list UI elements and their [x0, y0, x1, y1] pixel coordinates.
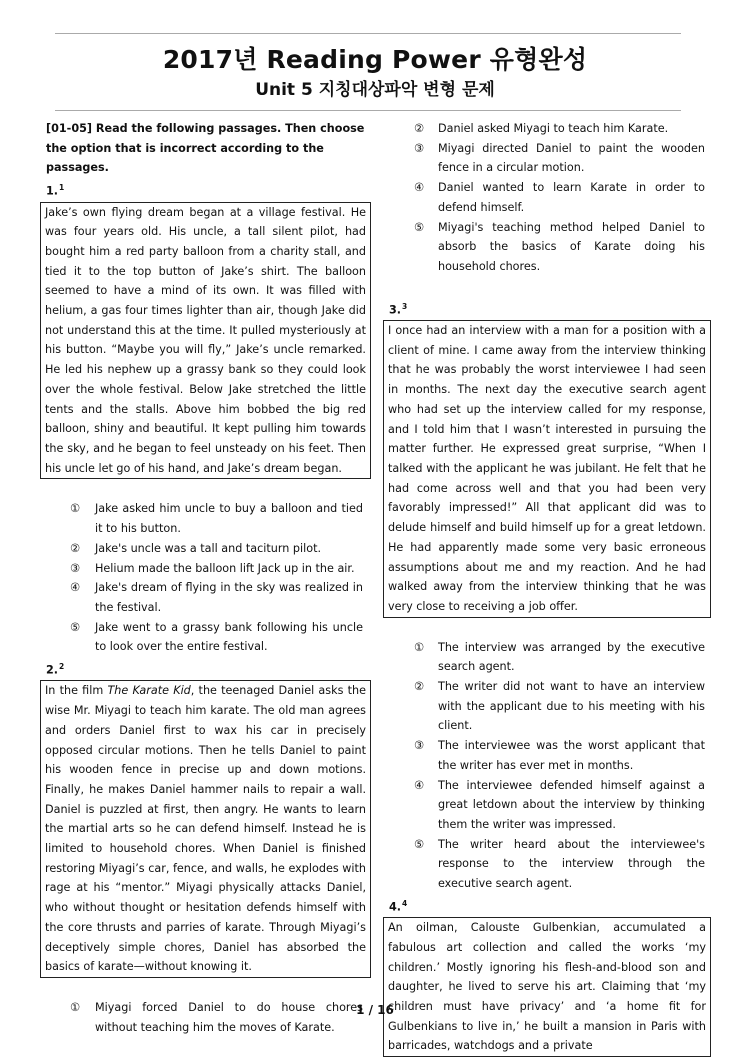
- page-title: 2017년 Reading Power 유형완성: [162, 45, 588, 74]
- top-rule: [55, 33, 681, 34]
- question-1-number: 1.$^1$: [46, 183, 65, 198]
- page-subtitle: Unit 5 지칭대상파악 변형 문제: [255, 80, 495, 100]
- question-2-option-2[interactable]: ② Daniel asked Miyagi to teach him Karate.: [414, 122, 669, 135]
- header-rule: [55, 110, 681, 111]
- page-number: 1 / 16: [356, 1003, 394, 1017]
- question-3-options: [383, 638, 711, 894]
- question-1-option-4[interactable]: ④ Jake's dream of flying in the sky was realized in the festival.: [70, 581, 363, 614]
- question-2-option-1[interactable]: ① Miyagi forced Daniel to do house chores without teaching him the moves of Karate.: [70, 1001, 363, 1034]
- question-2-options-right: [383, 119, 711, 277]
- question-3-passage-box: [383, 320, 711, 618]
- question-3-passage: I once had an interview with a man for a position with a client of mine. I came away from the interview thinking that he was probably the worst interviewee I had seen in months. The next day the executive search agent who had set up the interview called for my response, and I told him that I wasn’t interested in pursuing the matter further. He expressed great surprise, “When I talked with the applicant he was jubilant. He felt that he had come across well and that you had been very favorably impressed!” All that applicant did was to delude himself and build himself up for a great letdown. He had apparently made some very basic erroneous assumptions about me and my reaction. And he had walked away from the interview thinking that he was very close to receiving a job offer.: [388, 324, 706, 613]
- question-3-option-5[interactable]: ⑤ The writer heard about the interviewee's response to the interview through the executive search agent.: [414, 837, 705, 891]
- question-4-passage-box: [383, 917, 711, 1057]
- question-4-number: 4.$^4$: [389, 898, 408, 914]
- question-3-number: 3.$^3$: [389, 301, 408, 317]
- question-3-option-4[interactable]: ④ The interviewee defended himself against a great letdown about the interview by thinking them the writer was impressed.: [414, 778, 705, 831]
- question-1-option-5[interactable]: ⑤ Jake went to a grassy bank following his uncle to look over the entire festival.: [70, 620, 363, 654]
- question-1-option-3[interactable]: ③ Helium made the balloon lift Jack up in the air.: [70, 561, 355, 575]
- question-3-option-2[interactable]: ② The writer did not want to have an interview with the applicant due to his meeting with his client.: [414, 680, 705, 733]
- question-3-option-1[interactable]: ① The interview was arranged by the executive search agent.: [414, 640, 705, 674]
- question-4-passage: An oilman, Calouste Gulbenkian, accumulated a fabulous art collection and called the works ‘my children.’ Mostly ignoring his flesh-and-blood son and daughter, he lived to serve his art. Claiming that ‘my children must have privacy’ and ‘a home fit for Gulbenkians to live in,’ he built a mansion in Paris with barricades, watchdogs and a private: [388, 921, 706, 1053]
- question-1-option-2[interactable]: ② Jake's uncle was a tall and taciturn pilot.: [70, 541, 322, 555]
- left-column: [40, 119, 371, 1037]
- question-1-passage-box: [40, 202, 371, 480]
- question-2-option-5[interactable]: ⑤ Miyagi's teaching method helped Daniel to absorb the basics of Karate doing his household chores.: [414, 220, 705, 273]
- question-2-option-3[interactable]: ③ Miyagi directed Daniel to paint the wooden fence in a circular motion.: [414, 141, 705, 175]
- right-column: [383, 119, 711, 1057]
- question-2-passage-box: [40, 680, 371, 978]
- question-2-number: 2.$^2$: [46, 662, 65, 677]
- question-1-options: [40, 499, 371, 657]
- question-3-option-3[interactable]: ③ The interviewee was the worst applicant that the writer has ever met in months.: [414, 739, 705, 772]
- question-1-passage: Jake’s own flying dream began at a village festival. He was four years old. His uncle, a tall silent pilot, had bought him a red party balloon from a charity stall, and tied it to the top button of Jake’s shirt. The balloon seemed to have a mind of its own. It was filled with helium, a gas four times lighter than air, though Jake did not understand this at the time. It pulled mysteriously at his button. “Maybe you will fly,” Jake’s uncle remarked. He led his nephew up a grassy bank so they could look over the whole festival. Below Jake stretched the little tents and the stalls. Above him bobbed the big red balloon, shiny and beautiful. It kept pulling him towards the sky, and he began to feel unsteady on his feet. Then his uncle let go of his hand, and Jake’s dream began.: [45, 205, 366, 475]
- film-title: The Karate Kid: [107, 684, 191, 698]
- question-2-passage: In the film The Karate Kid, the teenaged Daniel asks the wise Mr. Miyagi to teach him karate. The old man agrees and orders Daniel first to wax his car in precisely opposed circular motions. Then he tells Daniel to paint his wooden fence in precise up and down motions. Finally, he makes Daniel hammer nails to repair a wall. Daniel is puzzled at first, then angry. He wants to learn the martial arts so he can defend himself. Instead he is limited to household chores. When Daniel is finished restoring Miyagi’s car, fence, and walls, he explodes with rage at his “mentor.” Miyagi physically attacks Daniel, who without thought or hesitation defends himself with the core thrusts and parries of karate. Through Miyagi’s deceptively simple chores, Daniel has absorbed the basics of karate—without knowing it.: [45, 684, 366, 974]
- question-2-option-4[interactable]: ④ Daniel wanted to learn Karate in order to defend himself.: [414, 181, 705, 214]
- instructions: [01-05] Read the following passages. Then choose the option that is incorrect according to the passages.: [46, 122, 365, 175]
- question-1-option-1[interactable]: ① Jake asked him uncle to buy a balloon and tied it to his button.: [70, 502, 363, 536]
